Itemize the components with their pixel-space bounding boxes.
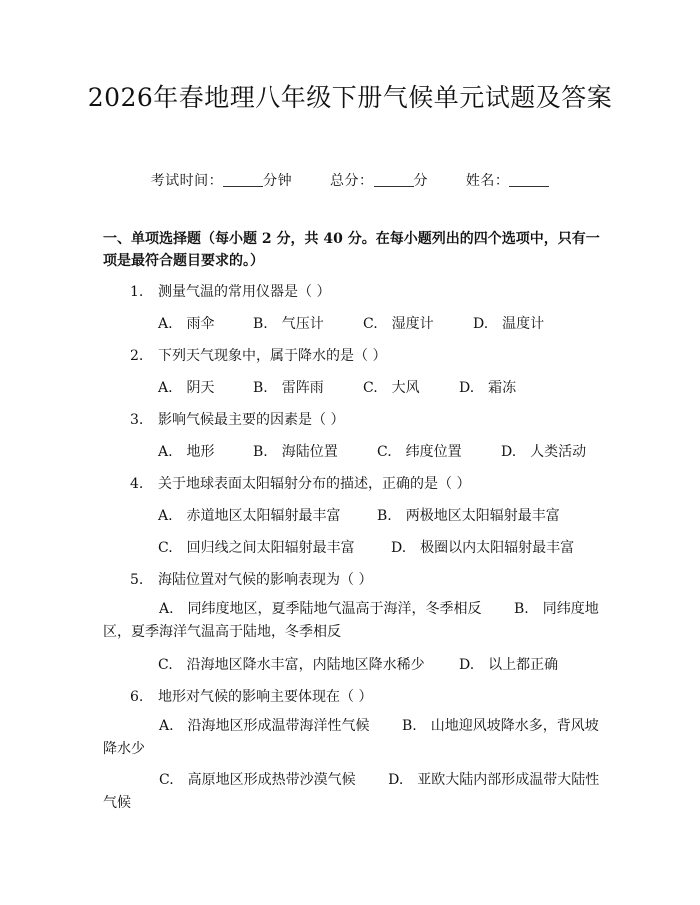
option-a[interactable]: A. 沿海地区形成温带海洋性气候: [159, 718, 370, 734]
option-c[interactable]: C. 沿海地区降水丰富，内陆地区降水稀少: [158, 657, 425, 673]
option-a[interactable]: A. 雨伞: [158, 316, 215, 332]
option-d[interactable]: D. 霜冻: [459, 380, 517, 396]
question-text: 影响气候最主要的因素是（ ）: [158, 412, 345, 428]
option-b[interactable]: B. 气压计: [253, 316, 324, 332]
section-heading: 一、单项选择题（每小题 2 分，共 40 分。在每小题列出的四个选项中，只有一项是最符合题目要求的。）: [103, 231, 600, 269]
time-label: 考试时间：: [150, 173, 224, 189]
option-a[interactable]: A. 赤道地区太阳辐射最丰富: [158, 508, 341, 524]
question-6: [130, 686, 372, 706]
name-blank[interactable]: [509, 174, 549, 187]
question-number: 5.: [130, 572, 144, 588]
question-number: 3.: [130, 412, 144, 428]
question-number: 4.: [130, 476, 144, 492]
score-blank[interactable]: [374, 174, 414, 187]
option-a[interactable]: A. 地形: [158, 444, 215, 460]
option-d[interactable]: D. 亚欧大陆内部形成温带大陆性气候: [103, 772, 600, 811]
option-d[interactable]: D. 人类活动: [501, 444, 587, 460]
option-c[interactable]: C. 纬度位置: [377, 444, 462, 460]
name-label: 姓名：: [465, 173, 510, 189]
time-unit: 分钟: [263, 173, 293, 189]
question-text: 测量气温的常用仪器是（ ）: [158, 284, 331, 300]
question-5: [130, 569, 372, 589]
score-label: 总分：: [330, 173, 374, 189]
question-number: 1.: [130, 284, 144, 300]
option-c[interactable]: C. 湿度计: [363, 316, 434, 332]
question-3: [130, 409, 344, 429]
option-a[interactable]: A. 同纬度地区，夏季陆地气温高于海洋，冬季相反: [159, 601, 482, 617]
option-a[interactable]: A. 阴天: [158, 380, 215, 396]
option-b[interactable]: B. 两极地区太阳辐射最丰富: [377, 508, 560, 524]
option-c[interactable]: C. 回归线之间太阳辐射最丰富: [158, 540, 355, 556]
question-4: [130, 473, 470, 493]
question-2: [130, 345, 386, 365]
time-blank[interactable]: [223, 174, 263, 187]
score-unit: 分: [413, 173, 428, 189]
option-b[interactable]: B. 海陆位置: [253, 444, 338, 460]
exam-info: [0, 170, 700, 190]
options-row-ab: [103, 715, 603, 761]
question-text: 海陆位置对气候的影响表现为（ ）: [158, 572, 373, 588]
option-d[interactable]: D. 温度计: [473, 316, 545, 332]
question-1: [130, 281, 330, 301]
option-b[interactable]: B. 雷阵雨: [253, 380, 324, 396]
option-d[interactable]: D. 以上都正确: [459, 657, 559, 673]
question-number: 2.: [130, 348, 144, 364]
option-c[interactable]: C. 大风: [363, 380, 420, 396]
options-row-ab: [103, 598, 603, 644]
question-text: 下列天气现象中，属于降水的是（ ）: [158, 348, 387, 364]
option-c[interactable]: C. 高原地区形成热带沙漠气候: [159, 772, 356, 788]
question-text: 地形对气候的影响主要体现在（ ）: [158, 689, 373, 705]
page-title: 2026年春地理八年级下册气候单元试题及答案: [87, 83, 613, 112]
option-b[interactable]: B. 山地迎风坡降水多，背风坡降水少: [103, 718, 599, 757]
question-text: 关于地球表面太阳辐射分布的描述，正确的是（ ）: [158, 476, 471, 492]
question-number: 6.: [130, 689, 144, 705]
options-row-cd: [103, 769, 603, 815]
option-b[interactable]: B. 同纬度地区，夏季海洋气温高于陆地，冬季相反: [103, 601, 599, 640]
option-d[interactable]: D. 极圈以内太阳辐射最丰富: [391, 540, 575, 556]
